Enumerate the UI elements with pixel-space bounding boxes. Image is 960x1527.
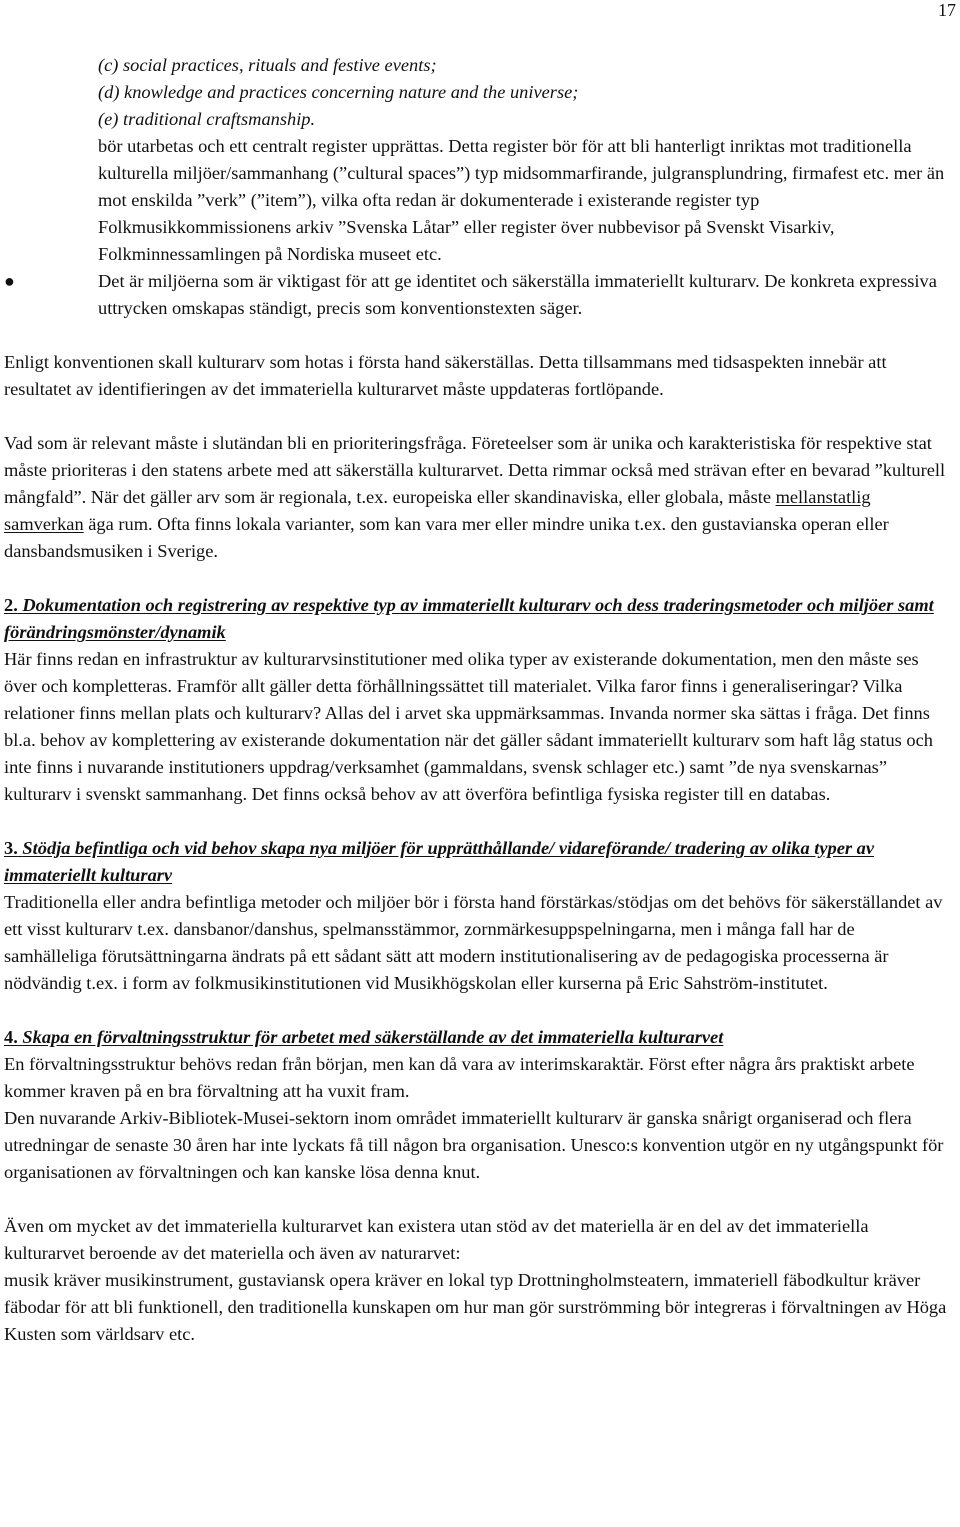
- section-2-number: 2.: [4, 595, 18, 615]
- bullet-item: [4, 268, 952, 322]
- section-3-number: 3.: [4, 838, 18, 858]
- bullet-text: Det är miljöerna som är viktigast för att ge identitet och säkerställa immateriellt kulturarv. De konkreta expressiva uttrycken omskapas ständigt, precis som konventionstexten säger.: [98, 271, 937, 318]
- section-4-title: Skapa en förvaltningsstruktur för arbetet med säkerställande av det immateriella kulturarvet: [22, 1027, 724, 1047]
- section-2-heading: [4, 592, 952, 646]
- register-paragraph: bör utarbetas och ett centralt register upprättas. Detta register bör för att bli hanterligt inriktas mot traditionella kulturella miljöer/sammanhang (”cultural spaces”) typ midsommarfirande, julgransplundring, firmafest etc. mer än mot enskilda ”verk” (”item”), vilka ofta redan är dokumenterade i existerande register typ Folkmusikkommissionens arkiv ”Svenska Låtar” eller register över nubbevisor på Svenskt Visarkiv, Folkminnessamlingen på Nordiska museet etc.: [98, 136, 945, 264]
- final-paragraph-2: musik kräver musikinstrument, gustaviansk opera kräver en lokal typ Drottningholmsteatern, immateriell fäbodkultur kräver fäbodar för att bli funktionell, den traditionella kunskapen om hur man gör surströmming bör integreras i förvaltningen av Höga Kusten som världsarv etc.: [4, 1270, 947, 1344]
- section-4-heading: [4, 1024, 952, 1051]
- relevance-text-start: Vad som är relevant måste i slutändan bli en prioriteringsfråga. Företeelser som är unika och karakteristiska för respektive stat måste prioriteras i den statens arbete med att säkerställa kulturarvet. Detta rimmar också med strävan efter en bevarad ”kulturell mångfald”. När det gäller arv som är regionala, t.ex. europeiska eller skandinaviska, eller globala, måste: [4, 433, 946, 507]
- document-body: [4, 52, 952, 1348]
- relevance-text-end: äga rum. Ofta finns lokala varianter, som kan vara mer eller mindre unika t.ex. den gustavianska operan eller dansbandsmusiken i Sverige.: [4, 514, 889, 561]
- relevance-underlined-text: mellanstatlig samverkan: [4, 487, 871, 534]
- section-4-body-2: Den nuvarande Arkiv-Bibliotek-Musei-sektorn inom området immateriellt kulturarv är ganska snårigt organiserad och flera utredningar de senaste 30 åren har inte lyckats få till någon bra organisation. Unesco:s konvention utgör en ny utgångspunkt för organisationen av förvaltningen och kan kanske lösa denna knut.: [4, 1108, 944, 1182]
- section-3-body: Traditionella eller andra befintliga metoder och miljöer bör i första hand förstärkas/stödjas om det behövs för säkerställandet av ett visst kulturarv t.ex. dansbanor/danshus, spelmansstämmor, zornmärkesuppspelningarna, men i många fall har de samhälleliga förutsättningarna ändrats på ett sådant sätt att modern institutionalisering av de pedagogiska processerna är nödvändig t.ex. i form av folkmusikinstitutionen vid Musikhögskolan eller kurserna på Eric Sahström-institutet.: [4, 892, 943, 993]
- section-4-number: 4.: [4, 1027, 18, 1047]
- bullet-icon: ●: [4, 271, 15, 291]
- final-paragraph-1: Även om mycket av det immateriella kulturarvet kan existera utan stöd av det materiella är en del av det immateriella kulturarvet beroende av det materiella och även av naturarvet:: [4, 1216, 869, 1263]
- section-2-title: Dokumentation och registrering av respektive typ av immateriellt kulturarv och dess traderingsmetoder och miljöer samt förändringsmönster/dynamik: [4, 595, 934, 642]
- section-3-title: Stödja befintliga och vid behov skapa nya miljöer för upprätthållande/ vidareförande/ tradering av olika typer av immateriellt kulturarv: [4, 838, 874, 885]
- relevance-paragraph: [4, 430, 952, 565]
- section-3-heading: [4, 835, 952, 889]
- list-item-c: (c) social practices, rituals and festive events;: [98, 55, 437, 75]
- page-number: 17: [938, 0, 956, 20]
- section-2-body: Här finns redan en infrastruktur av kulturarvsinstitutioner med olika typer av existerande dokumentation, men den måste ses över och kompletteras. Framför allt gäller detta förhållningssättet till materialet. Vilka faror finns i generaliseringar? Vilka relationer finns mellan plats och kulturarv? Allas del i arvet ska uppmärksammas. Invanda normer ska sättas i fråga. Det finns bl.a. behov av komplettering av existerande dokumentation när det gäller sådant immateriellt kulturarv som haft låg status och inte finns i nuvarande institutioners uppdrag/verksamhet (gammaldans, svensk schlager etc.) samt ”de nya svenskarnas” kulturarv i svenskt sammanhang. Det finns också behov av att överföra befintliga fysiska register till en databas.: [4, 649, 933, 804]
- convention-paragraph: Enligt konventionen skall kulturarv som hotas i första hand säkerställas. Detta tillsammans med tidsaspekten innebär att resultatet av identifieringen av det immateriella kulturarvet måste uppdateras fortlöpande.: [4, 352, 887, 399]
- list-item-e: (e) traditional craftsmanship.: [98, 109, 316, 129]
- list-item-d: (d) knowledge and practices concerning nature and the universe;: [98, 82, 579, 102]
- section-4-body-1: En förvaltningsstruktur behövs redan från början, men kan då vara av interimskaraktär. Först efter några års praktiskt arbete kommer kraven på en bra förvaltning att ha vuxit fram.: [4, 1054, 915, 1101]
